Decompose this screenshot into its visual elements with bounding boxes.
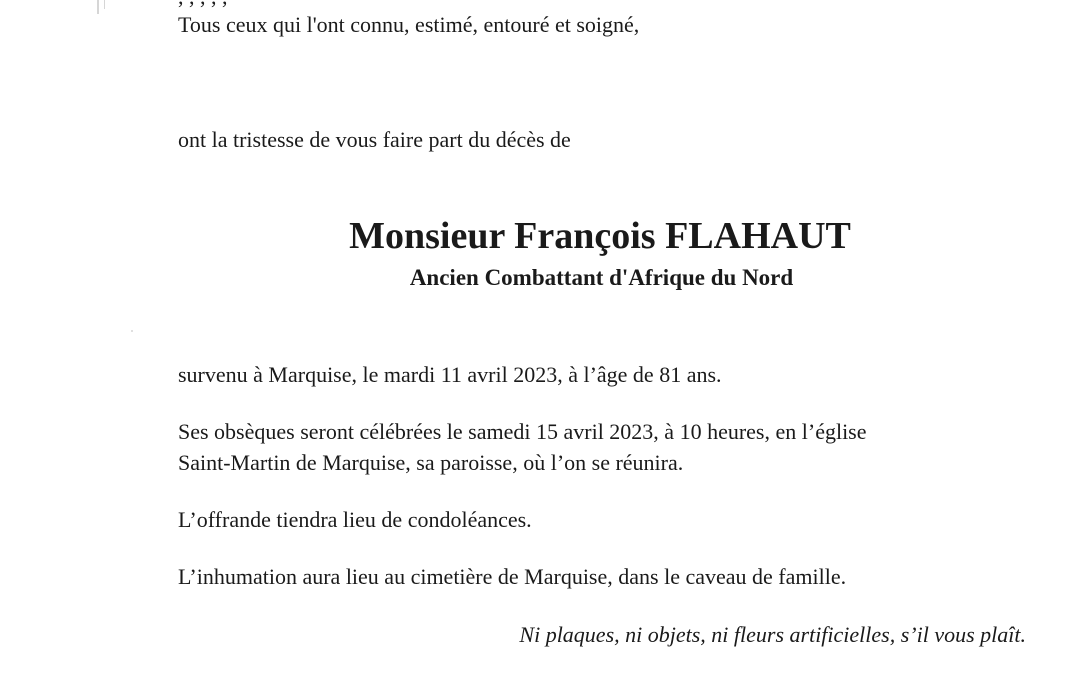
funeral-details-line-2: Saint-Martin de Marquise, sa paroisse, où l’on se réunira. [178, 450, 684, 475]
intro-line: Tous ceux qui l'ont connu, estimé, entouré et soigné, [178, 12, 640, 37]
funeral-details-line-1: Ses obsèques seront célébrées le samedi 15 avril 2023, à 10 heures, en l’église [178, 419, 867, 444]
closing-request: Ni plaques, ni objets, ni fleurs artificielles, s’il vous plaît. [519, 622, 1026, 647]
announcement-line: ont la tristesse de vous faire part du décès de [178, 127, 571, 152]
deceased-name: Monsieur François FLAHAUT [349, 215, 851, 257]
scan-artifact [97, 0, 99, 14]
scan-artifact [104, 0, 105, 9]
scan-artifact [131, 330, 133, 332]
burial-line: L’inhumation aura lieu au cimetière de Marquise, dans le caveau de famille. [178, 564, 847, 589]
offering-line: L’offrande tiendra lieu de condoléances. [178, 507, 532, 532]
death-details: survenu à Marquise, le mardi 11 avril 2023, à l’âge de 81 ans. [178, 362, 722, 387]
deceased-title: Ancien Combattant d'Afrique du Nord [409, 265, 794, 290]
cut-off-top-line [178, 0, 228, 10]
